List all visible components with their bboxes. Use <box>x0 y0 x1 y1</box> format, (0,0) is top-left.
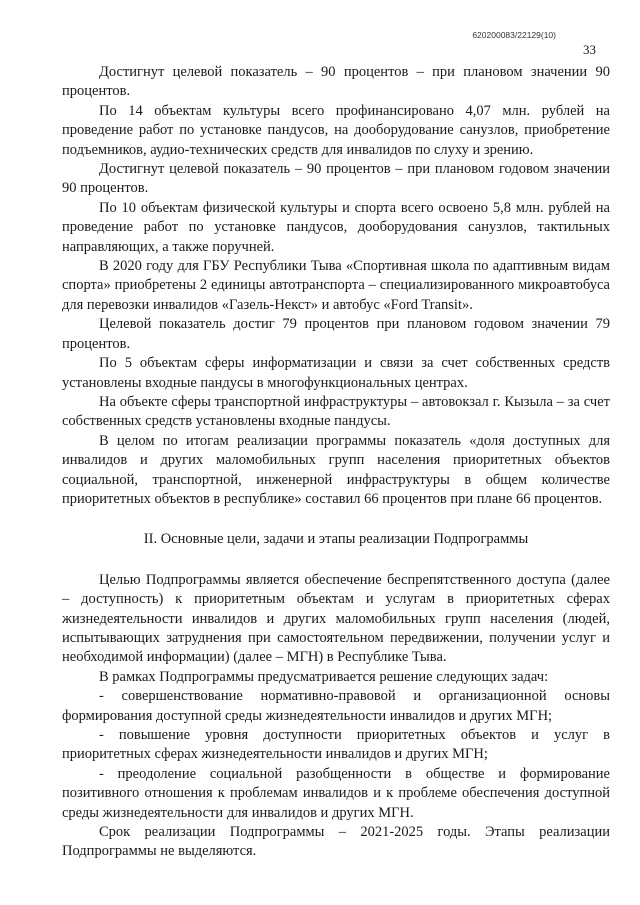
paragraph: По 14 объектам культуры всего профинансировано 4,07 млн. рублей на проведение работ по установке пандусов, на дооборудование санузлов, приобретение подъемников, аудио-технических средств для инвалидов по слуху и зрению. <box>62 102 610 158</box>
paragraph: По 10 объектам физической культуры и спорта всего освоено 5,8 млн. рублей на проведение работ по установке пандусов, дооборудования санузлов, тактильных направляющих, а также поручней. <box>62 199 610 255</box>
list-item: - преодоление социальной разобщенности в обществе и формирование позитивного отношения к проблемам инвалидов и к проблеме обеспечения доступной среды жизнедеятельности для инвалидов и других МГН. <box>62 765 610 821</box>
paragraph: Достигнут целевой показатель – 90 процентов – при плановом годовом значении 90 процентов. <box>62 161 610 197</box>
document-body <box>62 63 610 862</box>
paragraph: В рамках Подпрограммы предусматривается решение следующих задач: <box>99 668 549 685</box>
page-number: 33 <box>583 42 596 57</box>
paragraph: На объекте сферы транспортной инфраструктуры – автовокзал г. Кызыла – за счет собственных средств установлены входные пандусы. <box>62 393 610 430</box>
document-id: 620200083/22129(10) <box>472 30 556 40</box>
list-item: - совершенствование нормативно-правовой и организационной основы формирования доступной среды жизнедеятельности инвалидов и других МГН; <box>62 688 610 724</box>
section-heading: II. Основные цели, задачи и этапы реализации Подпрограммы <box>143 531 529 548</box>
list-item: - повышение уровня доступности приоритетных объектов и услуг в приоритетных сферах жизнедеятельности инвалидов и других МГН; <box>62 727 610 763</box>
paragraph: Достигнут целевой показатель – 90 процентов – при плановом значении 90 процентов. <box>62 64 610 100</box>
paragraph: Срок реализации Подпрограммы – 2021-2025 годы. Этапы реализации Подпрограммы не выделяются. <box>62 824 610 860</box>
paragraph: Целью Подпрограммы является обеспечение беспрепятственного доступа (далее – доступность) к приоритетным объектам и услугам в приоритетных сферах жизнедеятельности инвалидов и других маломобильных групп населения (людей, испытывающих затруднения при самостоятельном передвижении, получении услуг и необходимой информации) (далее – МГН) в Республике Тыва. <box>62 571 610 666</box>
paragraph: По 5 объектам сферы информатизации и связи за счет собственных средств установлены входные пандусы в многофункциональных центрах. <box>62 355 610 391</box>
paragraph: В целом по итогам реализации программы показатель «доля доступных для инвалидов и других маломобильных групп населения приоритетных объектов социальной, транспортной, инженерной инфраструктуры в общем количестве приоритетных объектов в республике» составил 66 процентов при плане 66 процентов. <box>62 432 610 507</box>
paragraph: Целевой показатель достиг 79 процентов при плановом годовом значении 79 процентов. <box>62 316 610 352</box>
paragraph: В 2020 году для ГБУ Республики Тыва «Спортивная школа по адаптивным видам спорта» приобретены 2 единицы автотранспорта – специализированного микроавтобуса для перевозки инвалидов «Газель-Некст» и автобус «Ford Transit». <box>62 258 610 313</box>
